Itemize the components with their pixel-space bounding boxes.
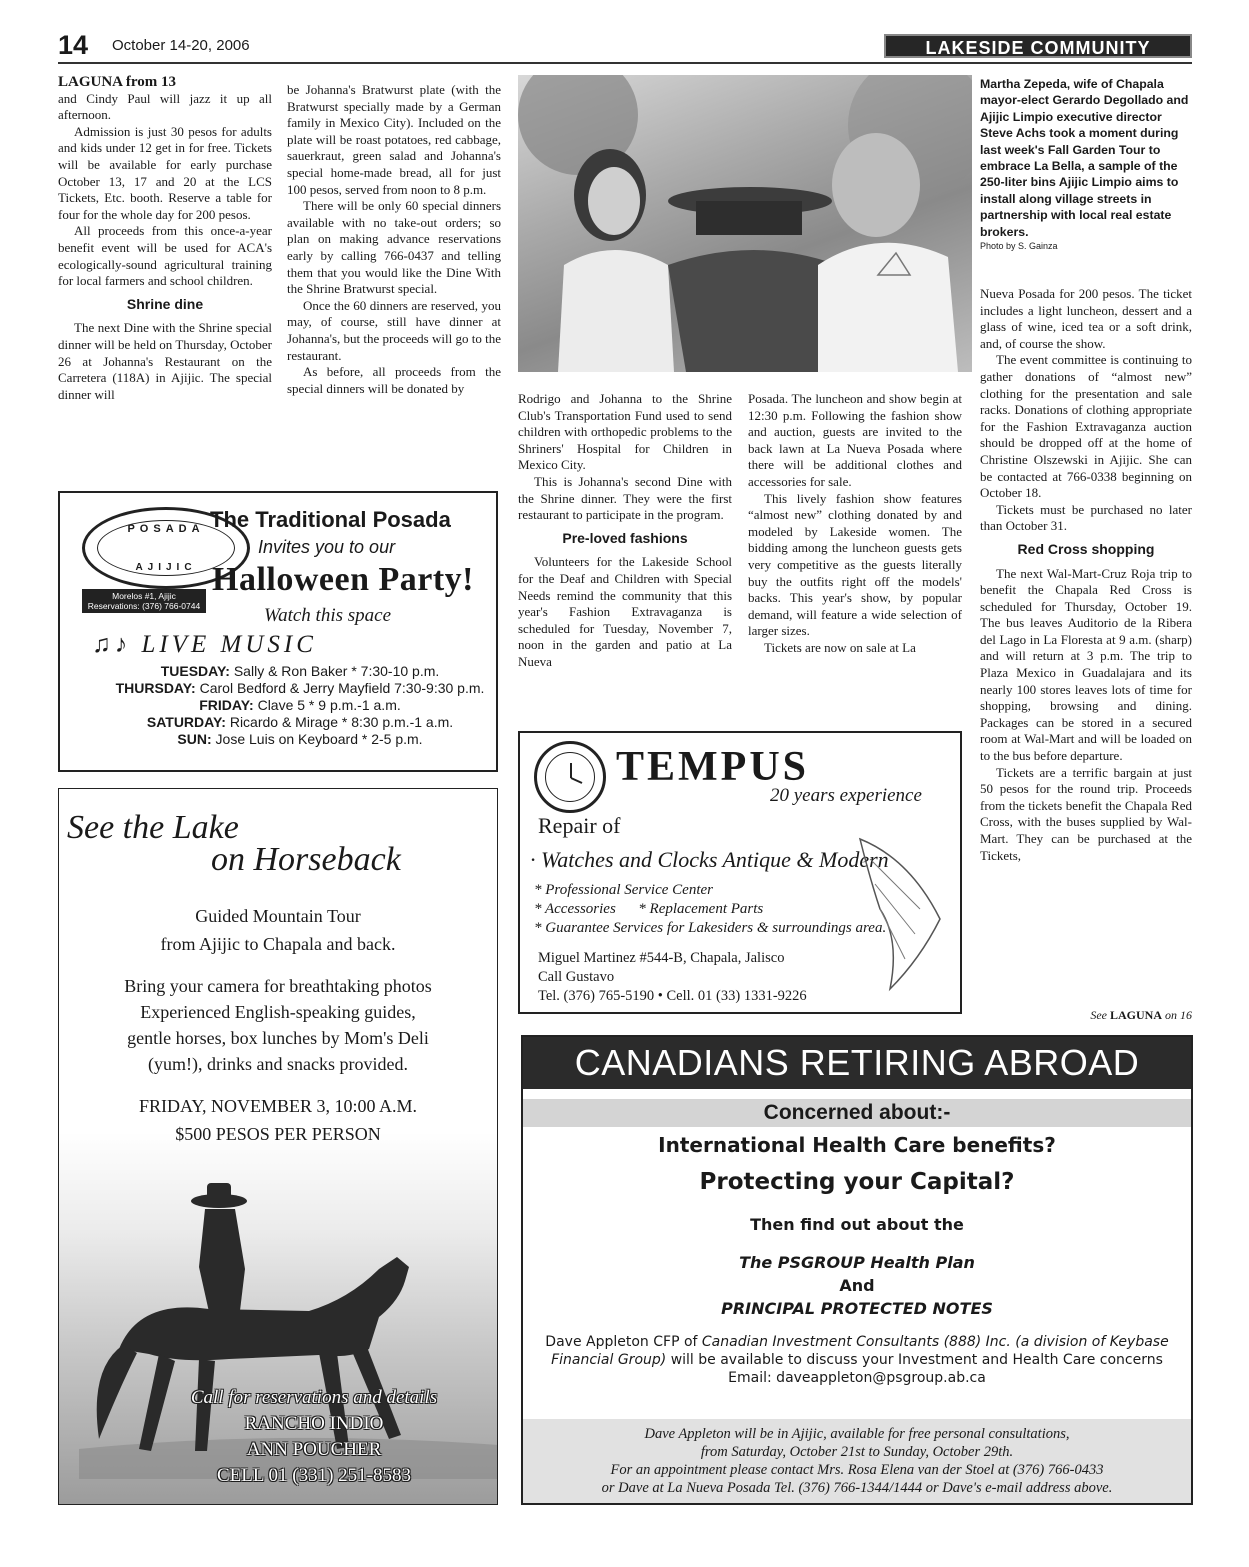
cana-plan-and: And: [839, 1276, 875, 1295]
cana-dave-name: Dave Appleton CFP of: [545, 1334, 698, 1350]
tempus-bullet: * Guarantee Services for Lakesiders & surroundings area.: [534, 920, 887, 936]
horse-cell: CELL 01 (331) 251-8583: [216, 1465, 412, 1486]
horse-headline-1: See the Lake: [67, 809, 239, 846]
photo-caption: [980, 76, 1192, 252]
posada-party-headline: Halloween Party!: [212, 561, 474, 598]
cana-dave-rest: will be available to discuss your Investment and Health Care concerns: [670, 1352, 1163, 1368]
tempus-bullet: * Accessories * Replacement Parts: [534, 901, 764, 917]
paragraph: Tickets are now on sale at La: [764, 639, 916, 655]
ad-canadians-retiring-abroad: [521, 1035, 1193, 1505]
horse-rancho: RANCHO INDIO: [244, 1413, 384, 1434]
horse-tour-line: from Ajijic to Chapala and back.: [160, 934, 396, 954]
cana-email: Email: daveappleton@psgroup.ab.ca: [728, 1370, 986, 1386]
cana-plan-1: The PSGROUP Health Plan: [739, 1253, 975, 1272]
ad-tempus: [518, 731, 962, 1014]
cana-plan-2: PRINCIPAL PROTECTED NOTES: [721, 1299, 993, 1318]
posada-reservations: Reservations: (376) 766-0744: [87, 601, 201, 611]
cana-footer: [523, 1419, 1191, 1505]
tempus-logo: TEMPUS: [616, 744, 810, 790]
header-rule: [58, 62, 1192, 64]
horse-date: FRIDAY, NOVEMBER 3, 10:00 A.M.: [138, 1096, 418, 1116]
posada-watch: Watch this space: [264, 605, 392, 626]
paragraph: and Cindy Paul will jazz it up all afternoon.: [58, 90, 272, 123]
paragraph: Rodrigo and Johanna to the Shrine Club's Transportation Fund used to send children with orthopedic problems to the Shriners' Hospital for Children in Mexico City.: [518, 391, 732, 473]
issue-date: October 14-20, 2006: [112, 37, 250, 54]
article-column-5: [980, 286, 1192, 864]
cana-dave-company: Canadian Investment Consultants (888) Inc. (a division of Keybase Financial Group): [551, 1334, 1169, 1368]
horse-price: $500 PESOS PER PERSON: [175, 1124, 381, 1144]
tempus-address: Miguel Martinez #544-B, Chapala, Jalisco: [538, 950, 785, 966]
clock-hands-icon: [546, 753, 596, 803]
cana-question-2: Protecting your Capital?: [699, 1169, 1015, 1195]
cana-question-1: International Health Care benefits?: [658, 1133, 1056, 1157]
cana-foot-line: Dave Appleton will be in Ajijic, available for free personal consultations,: [644, 1426, 1070, 1442]
horse-contact-name: ANN POUCHER: [246, 1439, 382, 1460]
schedule-row: SUN: Jose Luis on Keyboard * 2-5 p.m.: [177, 731, 423, 747]
music-notes-icon: ♫♪: [92, 631, 142, 658]
section-banner: LAKESIDE COMMUNITY: [884, 34, 1192, 58]
paragraph: Admission is just 30 pesos for adults and kids under 12 get in for free. Tickets will be available for early purchase October 13, 17 and 20 at the LCS Tickets, Etc. booth. Reserve a table for four for the whole day for 200 pesos.: [58, 123, 272, 222]
horse-headline-2: on Horseback: [211, 841, 401, 878]
clock-icon: [534, 741, 606, 813]
paragraph: Tickets are a terrific bargain at just 50 pesos for the round trip. Proceeds from the tickets benefit the Chapala Red Cross, with the buses supplied by Wal-Mart. They can be purchased at the Tickets,: [980, 764, 1192, 863]
cana-foot-line: or Dave at La Nueva Posada Tel. (376) 766-1344/1444 or Dave's e-mail address above.: [601, 1480, 1113, 1496]
paragraph: The next Dine with the Shrine special dinner will be held on Thursday, October 26 at Johanna's Restaurant on the Carretera (118A) in Ajijic. The special dinner will: [58, 320, 272, 402]
jump-to-name: LAGUNA: [1109, 1008, 1162, 1022]
subhead-red-cross: Red Cross shopping: [1017, 540, 1155, 557]
posada-address: Morelos #1, Ajijic: [112, 591, 176, 601]
paragraph: All proceeds from this once-a-year benefit event will be used for ACA's ecologically-sound agricultural training for local farmers and school children.: [58, 223, 272, 289]
live-music-label: [92, 631, 317, 659]
photo-illustration: [518, 75, 972, 372]
cana-foot-line: For an appointment please contact Mrs. Rosa Elena van der Stoel at (376) 766-0433: [610, 1462, 1104, 1478]
article-column-3: [518, 391, 732, 671]
cana-banner: CANADIANS RETIRING ABROAD: [523, 1037, 1191, 1089]
cana-plans: [523, 1251, 1191, 1320]
horse-call-text: Call for reservations and details: [190, 1387, 438, 1408]
cana-foot-line: from Saturday, October 21st to Sunday, October 29th.: [700, 1444, 1014, 1460]
horse-contact-block: [139, 1385, 489, 1489]
tempus-bullets: [534, 881, 886, 938]
horse-body-line: Bring your camera for breathtaking photos: [124, 976, 432, 996]
paragraph: There will be only 60 special dinners available with no take-out orders; so plan on making advance reservations early by calling 766-0437 and telling them that you would like the Dine With the Shrine Bratwurst special.: [287, 198, 501, 297]
posada-address-box: [82, 589, 206, 613]
tempus-tel: Tel. (376) 765-5190 • Cell. 01 (33) 1331-9226: [538, 988, 807, 1004]
jump-to-suffix: on 16: [1165, 1008, 1192, 1022]
paragraph: As before, all proceeds from the special dinners will be donated by: [287, 364, 501, 396]
paragraph: Tickets must be purchased no later than October 31.: [980, 501, 1192, 534]
horse-body-line: Experienced English-speaking guides,: [140, 1002, 416, 1022]
posada-title: The Traditional Posada: [210, 507, 451, 532]
paragraph: The event committee is continuing to gather donations of “almost new” clothing for the presentation and sale racks. Donations of clothing appropriate for the Fashion Extravaganza auction should be dropped off at the home of Christine Olszewski in Ajijic. She can be contacted at 766-0338 beginning on October 18.: [980, 352, 1192, 501]
music-schedule: [100, 663, 500, 748]
paragraph: The next Wal-Mart-Cruz Roja trip to benefit the Chapala Red Cross is scheduled for Thursday, October 19. The bus leaves Auditorio de la Ribera del Lago in La Floresta at 9 a.m. (sharp) and will return at 3 p.m. The trip to Plaza Mexico in Guadalajara and its nearly 100 stores leaves lots of time for shopping, browsing and dining. Packages can be stored in a secured room at Wal-Mart and will be loaded on to the bus before departure.: [980, 565, 1192, 764]
tempus-call: Call Gustavo: [538, 969, 615, 985]
ad-horseback-tour: [58, 788, 498, 1505]
schedule-row: TUESDAY: Sally & Ron Baker * 7:30-10 p.m.: [160, 663, 440, 679]
jump-to-prefix: See: [1090, 1008, 1107, 1022]
tempus-contact: [538, 949, 807, 1006]
jump-to-label: [1040, 1008, 1192, 1023]
schedule-row: FRIDAY: Clave 5 * 9 p.m.-1 a.m.: [199, 697, 401, 713]
schedule-row: THURSDAY: Carol Bedford & Jerry Mayfield 7:30-9:30 p.m.: [115, 680, 485, 696]
article-column-1: [58, 74, 272, 403]
tempus-bullet: * Professional Service Center: [534, 882, 713, 898]
live-music-text: LIVE MUSIC: [141, 631, 317, 658]
jump-from-label: LAGUNA from 13: [58, 74, 177, 90]
paragraph: Volunteers for the Lakeside School for the Deaf and Children with Special Needs remind the community that this year's Fashion Extravaganza is scheduled for Tuesday, November 7, noon in the garden and patio at La Nueva: [518, 554, 732, 669]
caption-text: Martha Zepeda, wife of Chapala mayor-elect Gerardo Degollado and Ajijic Limpio executive director Steve Achs took a moment during last week's Fall Garden Tour to embrace La Bella, a sample of the 250-liter bins Ajijic Limpio aims to install along village streets in partnership with local real estate brokers.: [980, 77, 1189, 239]
subhead-pre-loved-fashions: Pre-loved fashions: [562, 529, 688, 546]
tempus-experience: 20 years experience: [770, 785, 922, 806]
seal-top-text: POSADA: [127, 523, 205, 535]
cana-dave-info: [539, 1333, 1175, 1387]
photo-credit: Photo by S. Gainza: [980, 241, 1058, 252]
news-photo: [518, 75, 972, 372]
schedule-row: SATURDAY: Ricardo & Mirage * 8:30 p.m.-1 a.m.: [146, 714, 454, 730]
ad-traditional-posada: [58, 491, 498, 772]
tempus-repair-label: Repair of: [538, 813, 621, 838]
horse-tour-line: Guided Mountain Tour: [195, 906, 361, 926]
subhead-shrine-dine: Shrine dine: [126, 295, 204, 312]
cana-concerned: Concerned about:-: [523, 1099, 1191, 1127]
paragraph: Nueva Posada for 200 pesos. The ticket includes a light luncheon, dessert and a glass of wine, iced tea or a soft drink, and, of course the show.: [980, 286, 1192, 351]
paragraph: This is Johanna's second Dine with the Shrine dinner. They were the first restaurant to participate in the program.: [518, 473, 732, 523]
cana-find-out: Then find out about the: [750, 1215, 964, 1234]
page-number: 14: [58, 30, 89, 60]
paragraph: be Johanna's Bratwurst plate (with the Bratwurst specially made by a German family in Mexico City). Included on the plate will be roast potatoes, red cabbage, sauerkraut, green salad and Johanna's special home-made bread, all for just 100 pesos, served from noon to 8 p.m.: [287, 82, 501, 197]
clock-face: [545, 752, 595, 802]
seal-bottom-text: AJIJIC: [135, 562, 197, 573]
paragraph: Once the 60 dinners are reserved, you may, of course, still have dinner at Johanna's, but the proceeds will go to the restaurant.: [287, 297, 501, 363]
horse-body-line: gentle horses, box lunches by Mom's Deli: [127, 1028, 429, 1048]
article-column-2: [287, 82, 501, 397]
tempus-watches-line: · Watches and Clocks Antique & Modern: [530, 847, 889, 872]
horse-body-line: (yum!), drinks and snacks provided.: [148, 1054, 408, 1074]
paragraph: Posada. The luncheon and show begin at 12:30 p.m. Following the fashion show and auction, guests are invited to the back lawn at La Nueva Posada where there will be additional clothes and accessories for sale.: [748, 391, 962, 489]
paragraph: This lively fashion show features “almost new” clothing donated by and modeled by Lakeside women. The bidding among the luncheon guests gets very competitive as the guests literally buy the outfits right off the models' backs. This year's show, by popular demand, will feature a wide selection of larger sizes.: [748, 490, 962, 639]
posada-invites: Invites you to our: [258, 537, 396, 557]
article-column-4: [748, 391, 962, 657]
